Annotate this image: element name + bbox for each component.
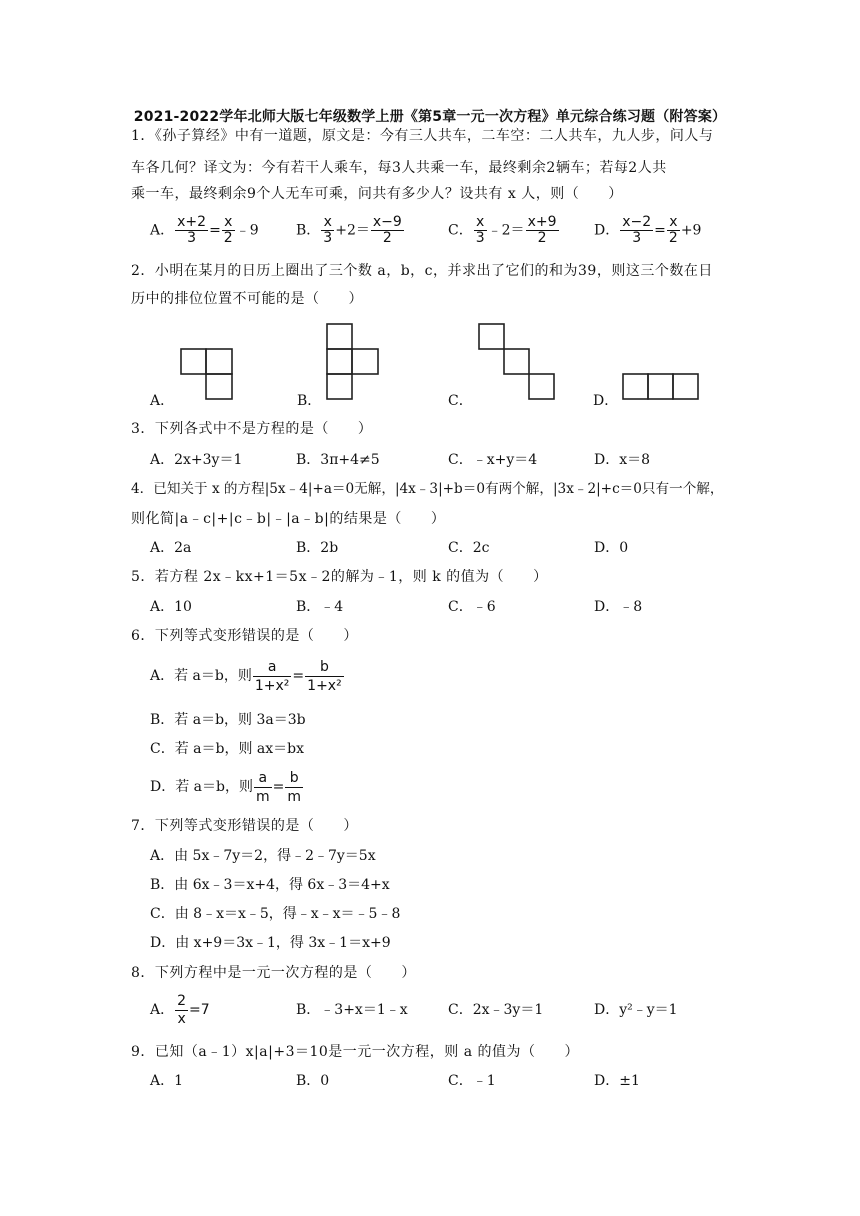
q1-stem-line-3: 乘一车，最终剩余9个人无车可乘，问共有多少人？设共有 x 人，则（ ）: [131, 186, 623, 202]
q6-option-b[interactable]: B．若 a＝b，则 3a＝3b: [150, 712, 306, 728]
q9-option-c[interactable]: C．﹣1: [448, 1073, 496, 1089]
q5-stem: 5．若方程 2x﹣kx+1＝5x﹣2的解为﹣1，则 k 的值为（ ）: [131, 569, 548, 585]
q6-option-c[interactable]: C．若 a＝b，则 ax＝bx: [150, 741, 305, 757]
q2-option-a-grid: [180, 348, 234, 400]
q2-stem-line-1: 2．小明在某月的日历上圈出了三个数 a，b，c，并求出了它们的和为39，则这三个数在日: [131, 263, 713, 279]
q2-option-c-grid: [478, 323, 556, 401]
q7-option-a[interactable]: A．由 5x﹣7y＝2，得﹣2﹣7y＝5x: [150, 848, 376, 864]
q2-option-b-label[interactable]: B．: [297, 393, 322, 409]
q5-option-d[interactable]: D．﹣8: [594, 599, 643, 615]
q2-option-d-label[interactable]: D．: [593, 393, 619, 409]
q3-options: [150, 451, 750, 469]
q1-options: [150, 215, 750, 245]
q2-option-d-grid: [622, 373, 700, 401]
q2-stem-line-2: 历中的排位位置不可能的是（ ）: [131, 291, 363, 307]
q4-stem-line-2: 则化简|a﹣c|+|c﹣b|﹣|a﹣b|的结果是（ ）: [131, 511, 446, 527]
q1-option-b[interactable]: B． $\frac{x}{3}$ +2＝ $\frac{x-9}{2}$: [296, 214, 402, 246]
q7-option-c[interactable]: C．由 8﹣x＝x﹣5，得﹣x﹣x＝﹣5﹣8: [150, 906, 401, 922]
q8-option-c[interactable]: C．2x﹣3y＝1: [448, 1002, 544, 1018]
q6-stem: 6．下列等式变形错误的是（ ）: [131, 628, 358, 644]
q4-stem-line-1: 4．已知关于 x 的方程|5x﹣4|+a＝0无解，|4x﹣3|+b＝0有两个解，|3x﹣2|+c＝0只有一个解，: [131, 481, 724, 497]
q1-option-a[interactable]: A． $\frac{x+2}{3}$ = $\frac{x}{2}$ ﹣9: [150, 214, 259, 246]
q6-option-d[interactable]: D．若 a＝b，则 $\frac{a}{m}$ = $\frac{b}{m}$: [150, 769, 301, 805]
q8-option-d[interactable]: D．y²﹣y＝1: [594, 1002, 678, 1018]
q1-stem-line-1: 1．《孙子算经》中有一道题，原文是：今有三人共车，二车空：二人共车，九人步，问人与: [131, 128, 714, 144]
q5-option-c[interactable]: C．﹣6: [448, 599, 496, 615]
q4-option-c[interactable]: C．2c: [448, 540, 490, 556]
q2-option-c-label[interactable]: C．: [448, 393, 473, 409]
page-title: 2021-2022学年北师大版七年级数学上册《第5章一元一次方程》单元综合练习题（附答案）: [133, 109, 727, 125]
q5-option-b[interactable]: B．﹣4: [296, 599, 344, 615]
q3-stem: 3．下列各式中不是方程的是（ ）: [131, 421, 373, 437]
q5-options: [150, 598, 750, 616]
q3-option-a[interactable]: A．2x+3y＝1: [150, 452, 243, 468]
q5-option-a[interactable]: A．10: [150, 599, 192, 615]
q2-option-a-label[interactable]: A．: [150, 393, 175, 409]
q3-option-d[interactable]: D．x＝8: [594, 452, 651, 468]
q3-option-c[interactable]: C．﹣x+y＝4: [448, 452, 538, 468]
q3-option-b[interactable]: B．3π+4≠5: [296, 452, 380, 468]
q9-stem: 9．已知（a﹣1）x|a|+3＝10是一元一次方程，则 a 的值为（ ）: [131, 1044, 580, 1060]
q9-options: [150, 1072, 750, 1090]
q6-option-a[interactable]: A．若 a＝b，则 $\frac{a}{\text{1+x²}}$ = $\frac{b}{\text{1+x²}}$: [150, 658, 342, 694]
q1-option-d[interactable]: D． $\frac{x-2}{3}$ = $\frac{x}{2}$ +9: [594, 214, 702, 246]
q8-option-b[interactable]: B．﹣3+x＝1﹣x: [296, 1002, 408, 1018]
q4-option-d[interactable]: D．0: [594, 540, 629, 556]
q9-option-a[interactable]: A．1: [150, 1073, 184, 1089]
q8-option-a[interactable]: A． $\frac{2}{x}$ =7: [150, 992, 210, 1027]
q1-stem-line-2: 车各几何？译文为：今有若干人乘车，每3人共乘一车，最终剩余2辆车；若每2人共: [131, 160, 667, 176]
q8-options: [150, 992, 750, 1032]
q9-option-d[interactable]: D．±1: [594, 1073, 640, 1089]
q1-option-c[interactable]: C． $\frac{x}{3}$ ﹣2＝ $\frac{x+9}{2}$: [448, 214, 557, 246]
q2-option-b-grid: [326, 323, 380, 401]
q8-stem: 8．下列方程中是一元一次方程的是（ ）: [131, 965, 416, 981]
q4-option-a[interactable]: A．2a: [150, 540, 192, 556]
q4-options: [150, 539, 750, 557]
q4-option-b[interactable]: B．2b: [296, 540, 339, 556]
q9-option-b[interactable]: B．0: [296, 1073, 330, 1089]
q7-option-b[interactable]: B．由 6x﹣3＝x+4，得 6x﹣3＝4+x: [150, 877, 390, 893]
q7-stem: 7．下列等式变形错误的是（ ）: [131, 818, 358, 834]
q7-option-d[interactable]: D．由 x+9＝3x﹣1，得 3x﹣1＝x+9: [150, 935, 391, 951]
